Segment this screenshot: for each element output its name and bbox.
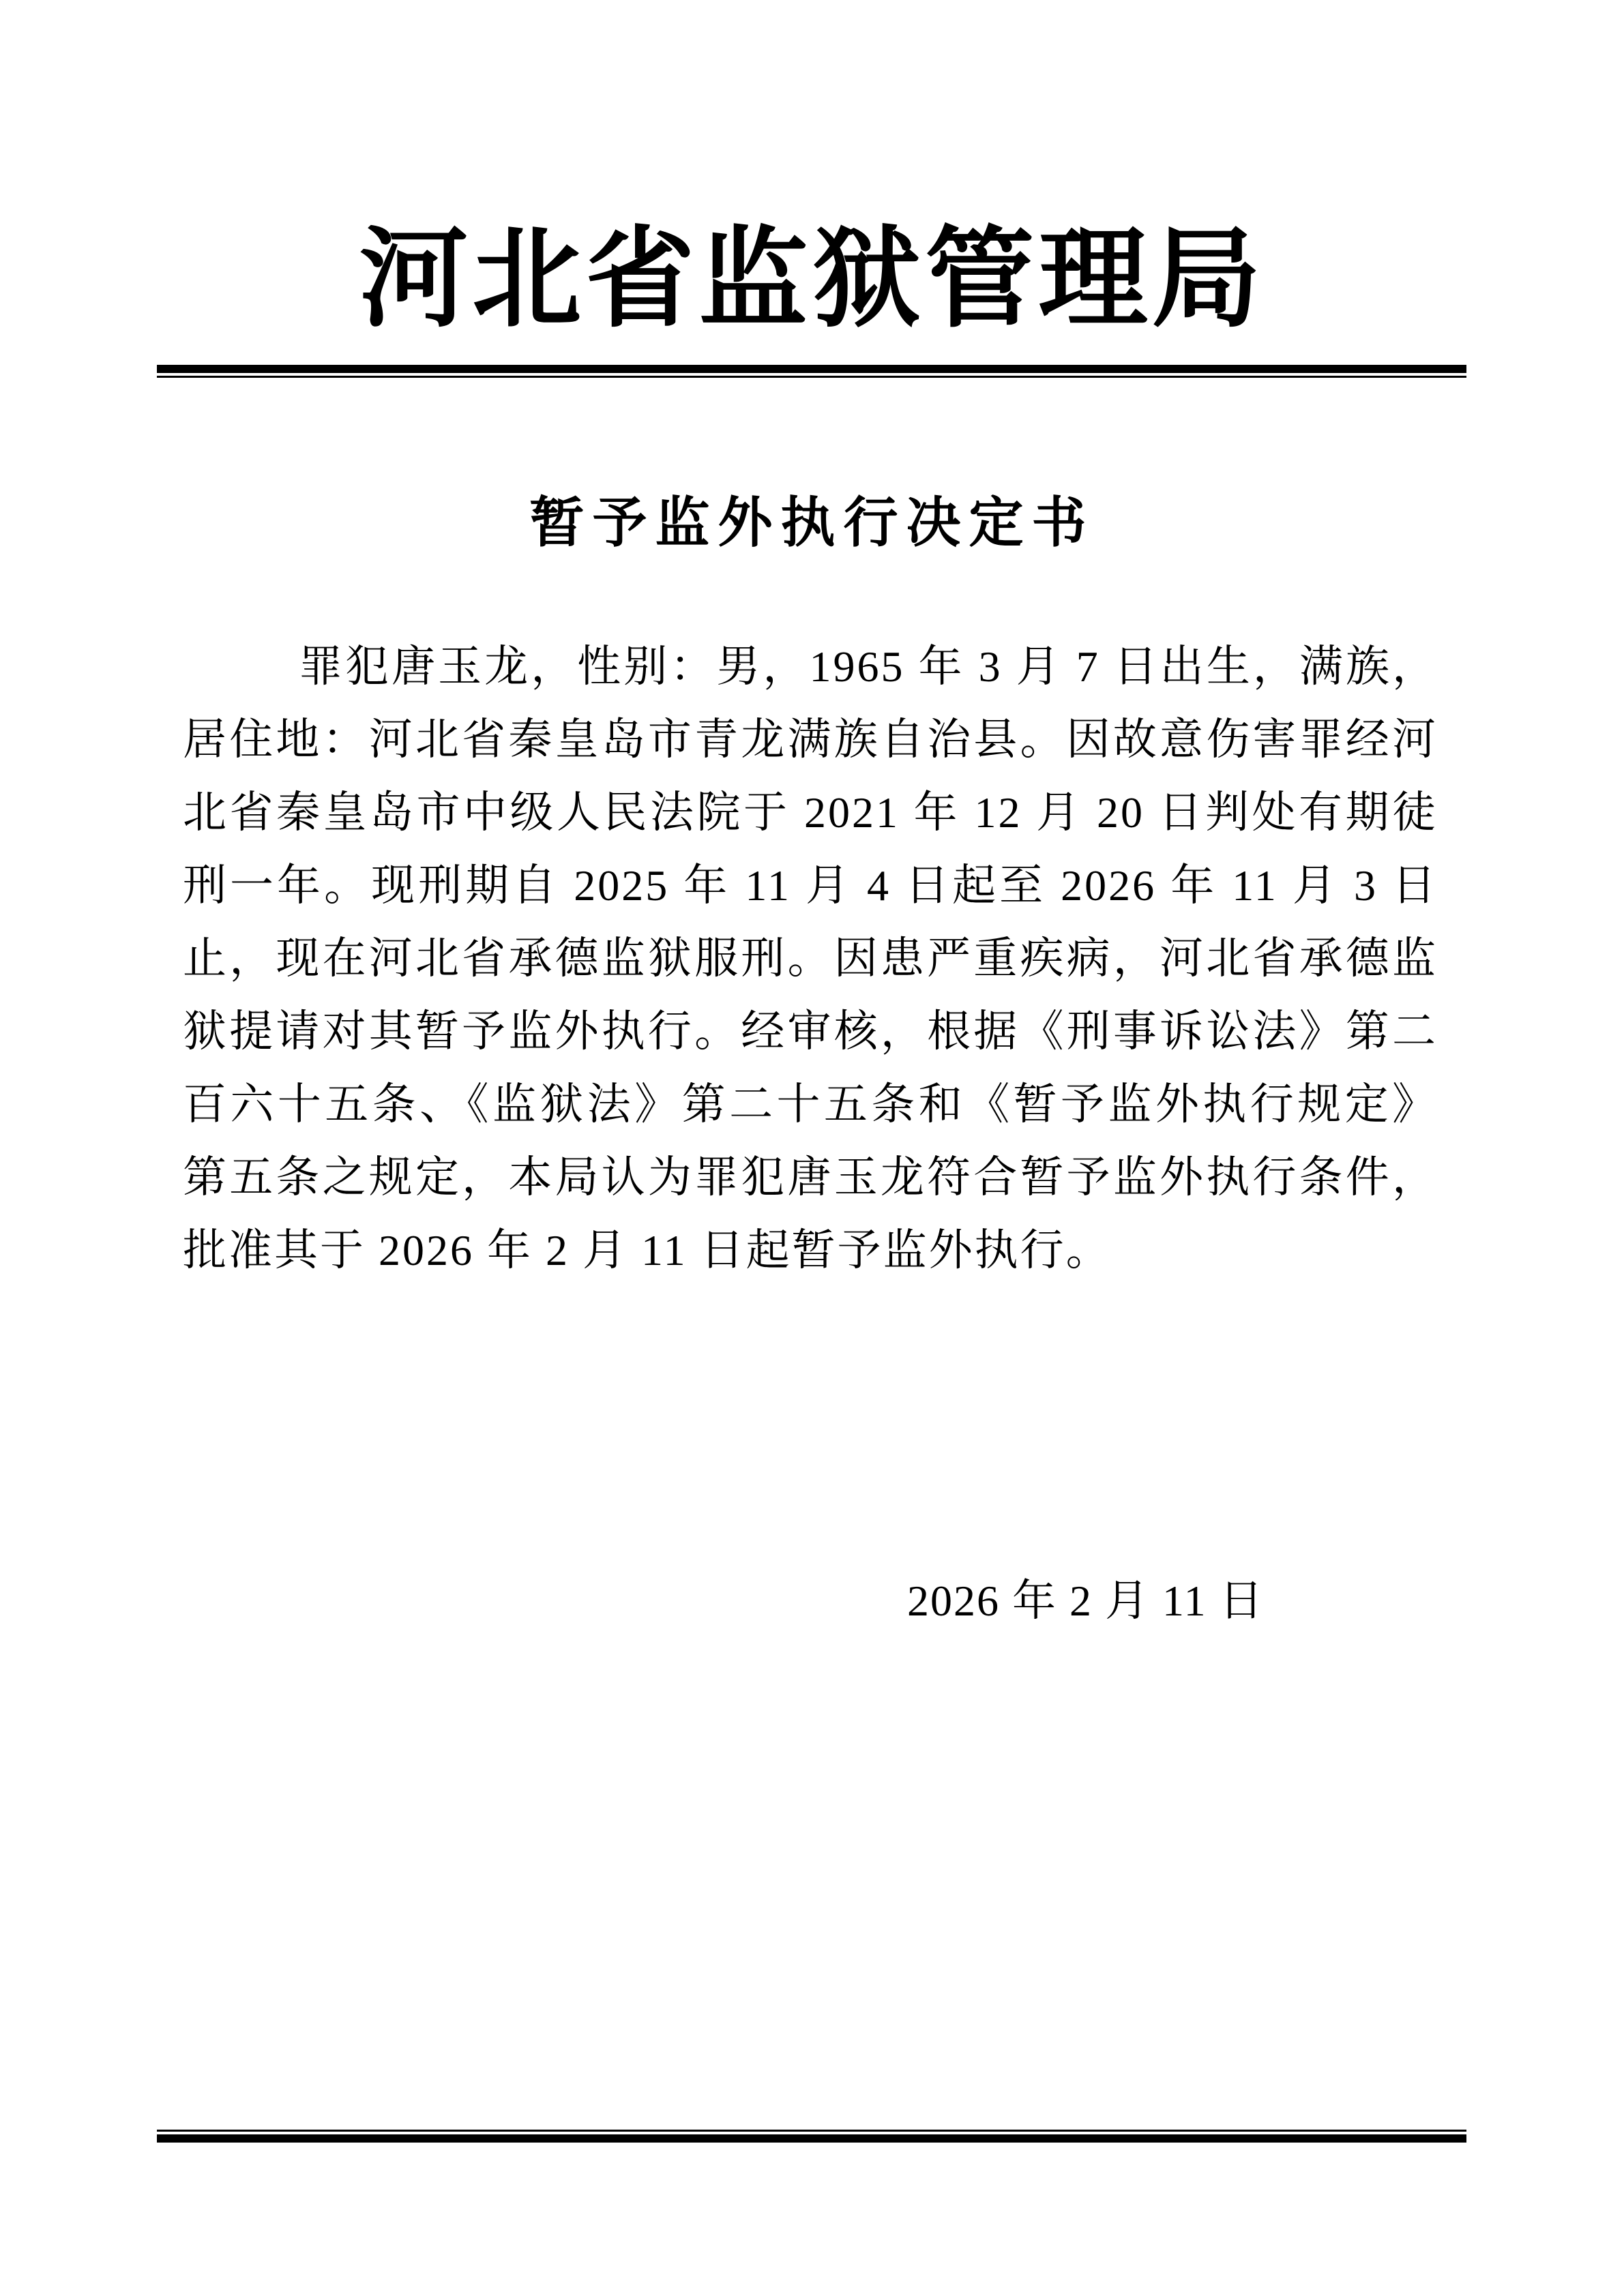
footer-divider-thick-rule	[157, 2134, 1466, 2143]
letterhead-divider-thick-rule	[157, 365, 1466, 373]
footer-divider-thin-rule	[157, 2130, 1466, 2132]
document-date: 2026 年 2 月 11 日	[907, 1577, 1265, 1625]
letterhead-org-name: 河北省监狱管理局	[359, 219, 1265, 340]
letterhead-divider-thin-rule	[157, 376, 1466, 378]
document-title: 暂予监外执行决定书	[529, 494, 1095, 554]
document-body-paragraph: 罪犯唐玉龙，性别：男，1965 年 3 月 7 日出生，满族，居住地：河北省秦皇岛市青龙满族自治县。因故意伤害罪经河北省秦皇岛市中级人民法院于 2021 年 12 月 20 日判处有期徒刑一年。现刑期自 2025 年 11 月 4 日起至 2026 年 11 月 3 日止，现在河北省承德监狱服刑。因患严重疾病，河北省承德监狱提请对其暂予监外执行。经审核，根据《刑事诉讼法》第二百六十五条、《监狱法》第二十五条和《暂予监外执行规定》第五条之规定，本局认为罪犯唐玉龙符合暂予监外执行条件，批准其于 2026 年 2 月 11 日起暂予监外执行。	[183, 642, 1438, 1274]
